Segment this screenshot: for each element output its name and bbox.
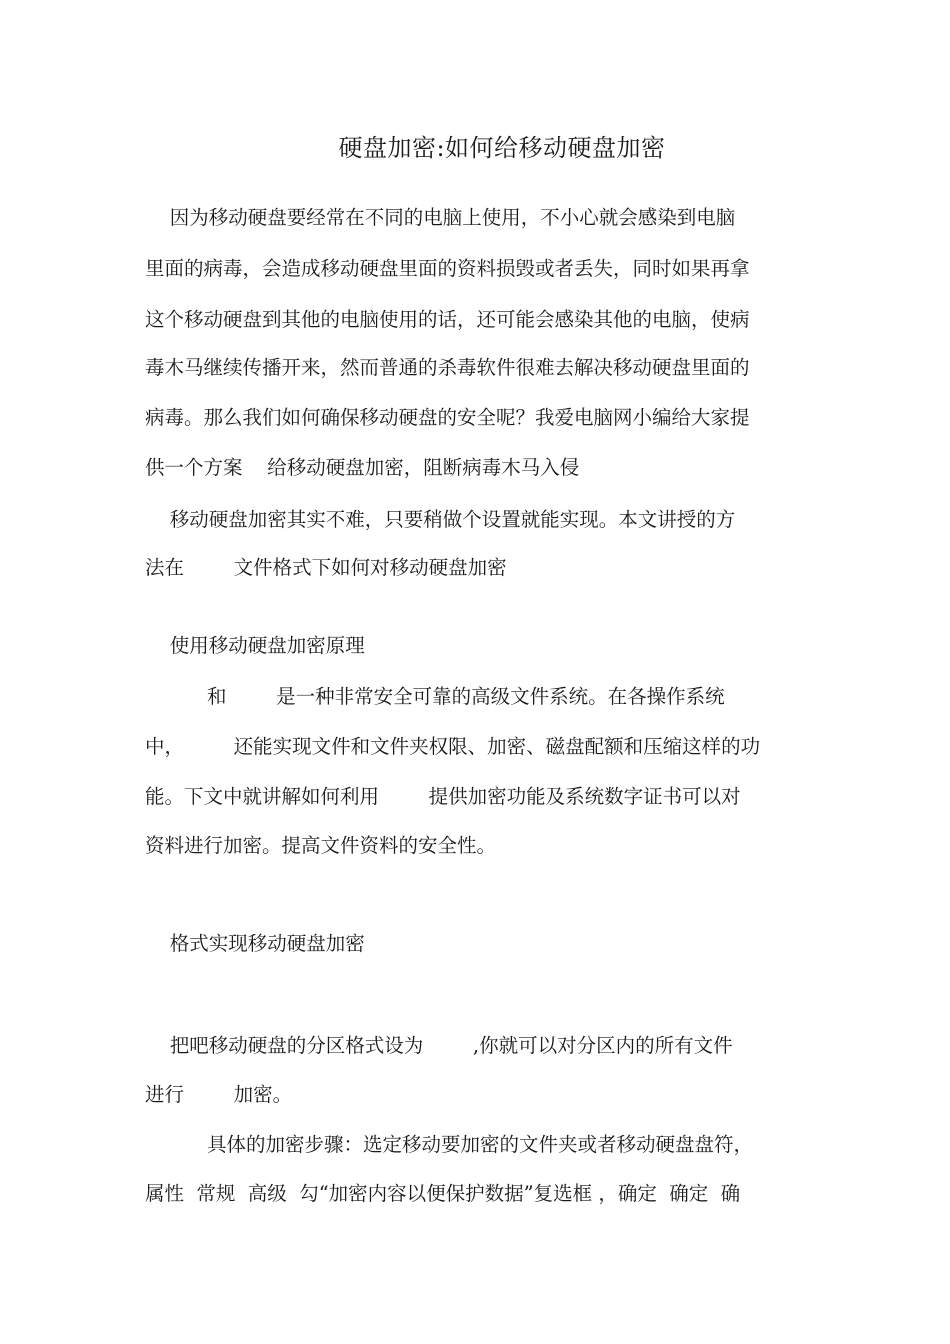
section-heading: 格式实现移动硬盘加密	[145, 932, 365, 955]
paragraph-line: 属性 常规 高级 勾“加密内容以便保护数据”复选框 ，确定 确定 确	[145, 1182, 741, 1205]
paragraph-line: 这个移动硬盘到其他的电脑使用的话，还可能会感染其他的电脑，使病	[145, 308, 750, 331]
paragraph-line: 供一个方案 给移动硬盘加密，阻断病毒木马入侵	[145, 456, 580, 479]
paragraph-line: 能。下文中就讲解如何利用 提供加密功能及系统数字证书可以对	[145, 785, 741, 808]
paragraph-line: 进行 加密。	[145, 1083, 293, 1106]
paragraph-line: 和 是一种非常安全可靠的高级文件系统。在各操作系统	[145, 685, 725, 708]
paragraph-line: 里面的病毒，会造成移动硬盘里面的资料损毁或者丢失，同时如果再拿	[145, 257, 750, 280]
paragraph-line: 毒木马继续传播开来，然而普通的杀毒软件很难去解决移动硬盘里面的	[145, 356, 750, 379]
document-title: 硬盘加密:如何给移动硬盘加密	[338, 134, 666, 162]
paragraph-line: 把吧移动硬盘的分区格式设为 ,你就可以对分区内的所有文件	[145, 1034, 733, 1057]
paragraph-line: 具体的加密步骤：选定移动要加密的文件夹或者移动硬盘盘符，	[145, 1133, 753, 1156]
paragraph-line: 移动硬盘加密其实不难，只要稍做个设置就能实现。本文讲授的方	[145, 508, 736, 531]
paragraph-line: 资料进行加密。提高文件资料的安全性。	[145, 834, 497, 857]
paragraph-line: 病毒。那么我们如何确保移动硬盘的安全呢？我爱电脑网小编给大家提	[145, 406, 750, 429]
paragraph-line: 法在 文件格式下如何对移动硬盘加密	[145, 556, 507, 579]
paragraph-line: 因为移动硬盘要经常在不同的电脑上使用，不小心就会感染到电脑	[145, 206, 736, 229]
section-heading: 使用移动硬盘加密原理	[145, 634, 365, 657]
paragraph-line: 中， 还能实现文件和文件夹权限、加密、磁盘配额和压缩这样的功	[145, 735, 761, 758]
